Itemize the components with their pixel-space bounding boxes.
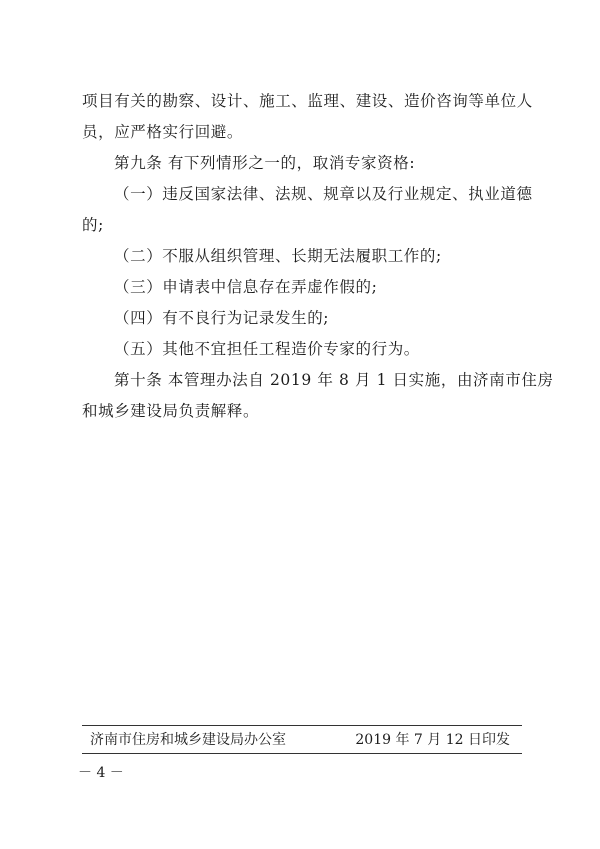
list-item-4: （四）有不良行为记录发生的; bbox=[114, 309, 330, 327]
issue-date: 2019 年 7 月 12 日印发 bbox=[355, 732, 510, 748]
list-item-5: （五）其他不宜担任工程造价专家的行为。 bbox=[114, 340, 420, 358]
footer-top-rule bbox=[82, 725, 522, 726]
paragraph-line: 员，应严格实行回避。 bbox=[82, 123, 244, 141]
list-item-1: （一）违反国家法律、法规、规章以及行业规定、执业道德 bbox=[114, 185, 533, 203]
page-number: － 4 － bbox=[78, 765, 124, 781]
list-item-3: （三）申请表中信息存在弄虚作假的; bbox=[114, 278, 378, 296]
issuing-office: 济南市住房和城乡建设局办公室 bbox=[90, 732, 286, 748]
list-item-1-continued: 的; bbox=[82, 216, 104, 234]
article-9-heading: 第九条 有下列情形之一的，取消专家资格: bbox=[114, 154, 416, 172]
paragraph-line: 项目有关的勘察、设计、施工、监理、建设、造价咨询等单位人 bbox=[82, 92, 533, 110]
list-item-2: （二）不服从组织管理、长期无法履职工作的; bbox=[114, 247, 442, 265]
article-10: 第十条 本管理办法自 2019 年 8 月 1 日实施，由济南市住房 bbox=[114, 371, 554, 389]
article-10-continued: 和城乡建设局负责解释。 bbox=[82, 402, 260, 420]
footer-bottom-rule bbox=[82, 753, 522, 754]
